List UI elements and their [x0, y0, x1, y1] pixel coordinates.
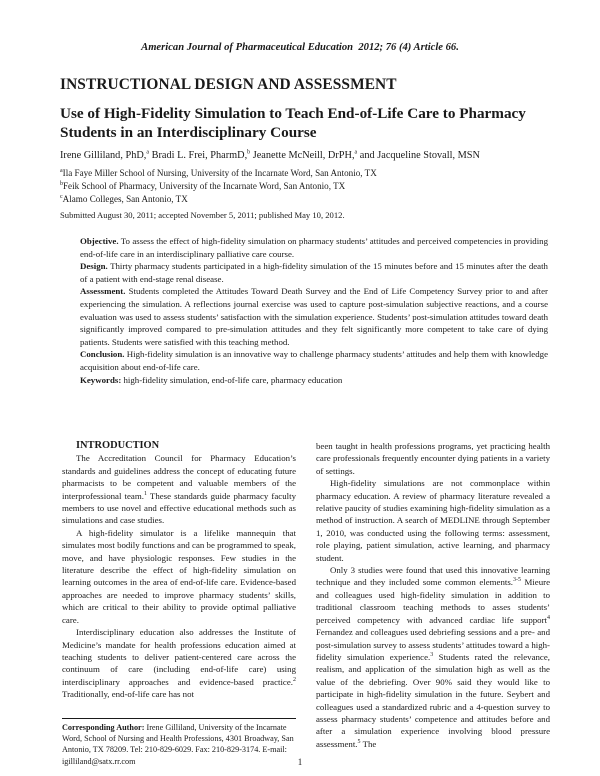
intro-heading: INTRODUCTION: [76, 440, 160, 451]
reference-mark: 5: [357, 738, 361, 745]
abstract-assessment: Assessment. Students completed the Attitudes Toward Death Survey and the End of Life Competency Survey prior to and after experiencing the simulation. A reflections journal exercise was used to capture post-simulation subjective reactions, and a course evaluation was used to assess students’ satisfaction with the simulation experience. Students’ post-simulation attitudes toward death significantly improved compared to pre-simulation attitudes and they felt significantly more competent to take care of dying patients. Students were satisfied with this teaching method.: [80, 286, 548, 347]
author-affiliation-mark: a: [146, 149, 150, 156]
paragraph: Only 3 studies were found that used this innovative learning technique and they included some common elements.$^{3-5}$ Mieure and colleagues used high-fidelity simulation in addition to traditional classroom teaching methods to asses students’ perceived competency with advanced cardiac life support$^4$ Fernandez and colleagues used debriefing sessions and a pre- and post-simulation survey to assess students’ attitudes toward a high-fidelity simulation experience.$^3$ Students rated the relevance, realism, and application of the simulation high as well as the value of the debriefing. Over 90% said they would like to participate in high-fidelity simulation in the future. Seybert and colleagues used a standardized rubric and a 4-question survey to assess pharmacy students’ competence and attitudes before and after a simulation experience involving blood pressure assessment.$^5$ The: [316, 565, 551, 749]
corresponding-author-footnote: Corresponding Author: Irene Gilliland, University of the Incarnate Word, School of Nursing and Health Professions, 4301 Broadway, San Antonio, TX 78209. Tel: 210-829-6029. Fax: 210-829-3174. E-mail: igilliland@satx.rr.com: [62, 723, 294, 766]
abstract-conclusion: Conclusion. High-fidelity simulation is an innovative way to challenge pharmacy students’ attitudes and help them with knowledge acquisition about end-of-life care.: [80, 349, 548, 372]
reference-mark: 3-5: [512, 577, 521, 584]
author-affiliation-mark: a: [354, 149, 358, 156]
page-number: 1: [297, 757, 303, 767]
affiliations: [60, 167, 377, 207]
author-name: and Jacqueline Stovall, MSN: [359, 150, 480, 161]
journal-header: [0, 42, 600, 53]
journal-citation: 2012; 76 (4) Article 66.: [358, 42, 459, 53]
reference-mark: 3: [430, 651, 434, 658]
reference-mark: 2: [293, 676, 296, 683]
paragraph: The Accreditation Council for Pharmacy Education’s standards and guidelines address the concept of educating future pharmacists to be competent and valuable members of the interprofessional team.$^1$ These standards guide pharmacy faculty members to use novel and effective educational methods such as simulations and case studies.: [62, 453, 296, 526]
affiliation-item: $^a$Ila Faye Miller School of Nursing, University of the Incarnate Word, San Antonio, TX: [60, 167, 377, 178]
footnote-divider: [62, 718, 296, 719]
abstract: [80, 235, 548, 386]
submission-dates: Submitted August 30, 2011; accepted November 5, 2011; published May 10, 2012.: [60, 210, 345, 220]
right-column: [316, 440, 550, 750]
author-affiliation-mark: b: [247, 149, 251, 156]
author-name: Irene Gilliland, PhD,: [60, 150, 147, 161]
left-column: [62, 440, 296, 701]
journal-name: American Journal of Pharmaceutical Education: [141, 42, 354, 53]
affiliation-item: $^b$Feik School of Pharmacy, University of the Incarnate Word, San Antonio, TX: [60, 181, 346, 192]
reference-mark: 4: [547, 614, 550, 621]
article-title: Use of High-Fidelity Simulation to Teach End-of-Life Care to Pharmacy Students in an Interdisciplinary Course: [60, 105, 526, 141]
author-name: Bradi L. Frei, PharmD,: [151, 150, 248, 161]
abstract-objective: Objective. To assess the effect of high-fidelity simulation on pharmacy students’ attitudes and perceived competencies in providing end-of-life care in an interdisciplinary palliative care course.: [80, 236, 549, 259]
affiliation-item: $^c$Alamo Colleges, San Antonio, TX: [60, 194, 188, 205]
abstract-keywords: Keywords: high-fidelity simulation, end-of-life care, pharmacy education: [80, 374, 343, 385]
paragraph: A high-fidelity simulator is a lifelike mannequin that simulates most bodily functions and can be programmed to speak, move, and have physiologic responses. Few studies in the literature describe the effect of high-fidelity simulation on learning outcomes in the area of end-of-life care. Evidence-based approaches are needed to improve pharmacy students’ skills, which are critical to their ability to provide optimal palliative care.: [62, 527, 296, 625]
paragraph: Interdisciplinary education also addresses the Institute of Medicine’s mandate for health professions education aimed at teaching students to deliver patient-centered care across the continuum of care (including end-of-life care) using interdisciplinary approaches and evidence-based practice.$^2$ Traditionally, end-of-life care has not: [62, 627, 296, 700]
paragraph: High-fidelity simulations are not commonplace within pharmacy education. A review of pharmacy literature revealed a relative paucity of studies examining high-fidelity simulation as a method of instruction. A search of MEDLINE through September 1, 2010, was conducted using the following terms: assessment, role playing, patient simulation, active learning, and pharmacy student.: [316, 478, 550, 563]
reference-mark: 1: [143, 490, 147, 497]
section-label: INSTRUCTIONAL DESIGN AND ASSESSMENT: [60, 76, 397, 93]
author-name: Jeanette McNeill, DrPH,: [252, 150, 355, 161]
abstract-design: Design. Thirty pharmacy students participated in a high-fidelity simulation of the 15 minutes before and 15 minutes after the death of a patient with end-stage renal disease.: [80, 261, 548, 284]
paragraph: been taught in health professions programs, yet practicing health care professionals frequently encounter dying patients in a variety of settings.: [316, 441, 550, 476]
author-list: [60, 150, 580, 161]
